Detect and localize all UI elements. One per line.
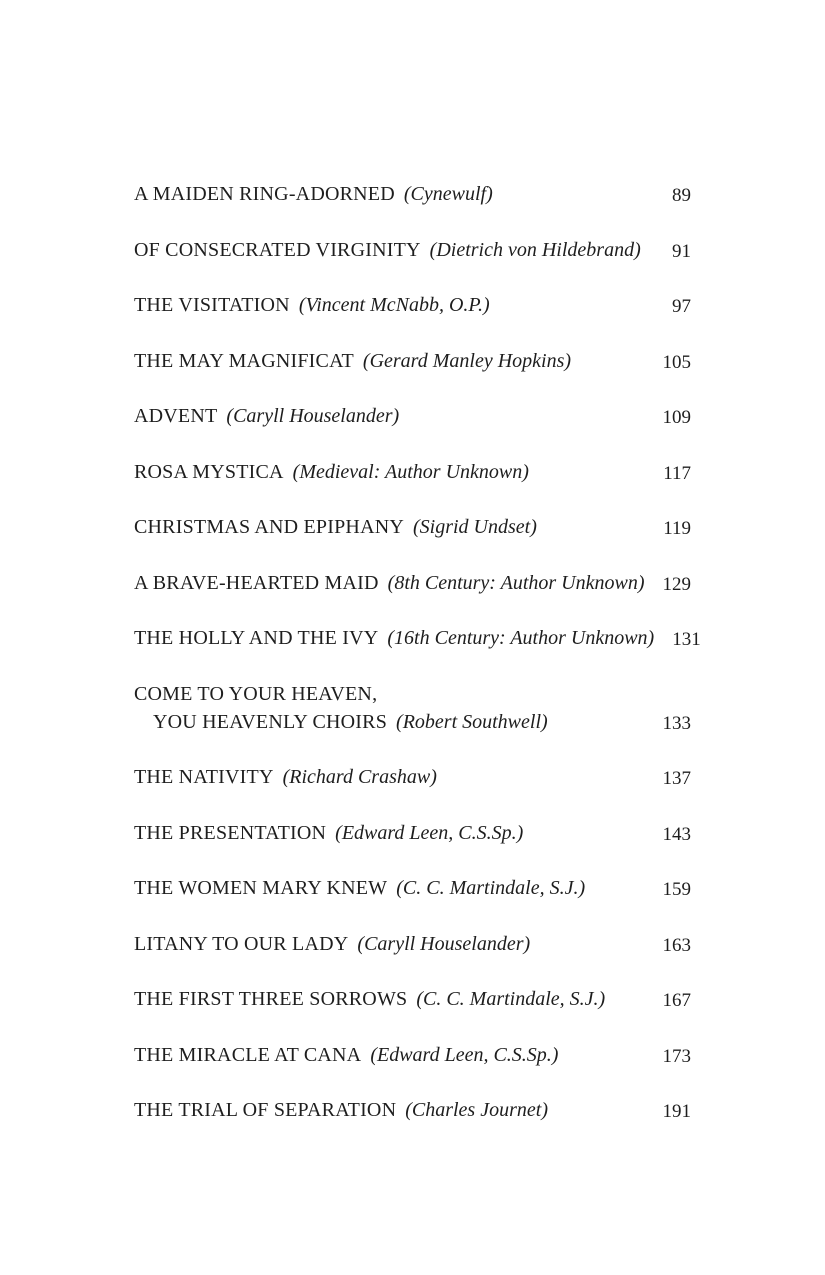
entry-author: (Charles Journet) xyxy=(405,1099,548,1121)
entry-page-number: 191 xyxy=(662,1101,691,1122)
entry-text xyxy=(134,1042,663,1070)
entry-title: ADVENT xyxy=(134,405,218,427)
entry-title-line-2: YOU HEAVENLY CHOIRS xyxy=(153,710,388,733)
entry-title: THE TRIAL OF SEPARATION xyxy=(134,1099,397,1121)
entry-text xyxy=(134,459,663,487)
entry-author: (Edward Leen, C.S.Sp.) xyxy=(335,821,524,844)
entry-text xyxy=(134,875,663,903)
entry-title: THE VISITATION xyxy=(134,294,290,316)
entry-page-number: 159 xyxy=(662,879,691,900)
entry-page-number: 143 xyxy=(662,823,691,845)
toc-entry xyxy=(134,570,691,598)
entry-text xyxy=(134,570,663,598)
toc-entry xyxy=(134,292,691,320)
entry-text xyxy=(134,348,663,376)
entry-title: THE HOLLY AND THE IVY xyxy=(134,627,379,649)
entry-author: (16th Century: Author Unknown) xyxy=(387,627,655,649)
entry-author: (Medieval: Author Unknown) xyxy=(292,460,529,483)
entry-page-number: 119 xyxy=(663,518,691,539)
entry-title: ROSA MYSTICA xyxy=(134,460,284,483)
entry-text xyxy=(134,625,672,653)
entry-text xyxy=(134,986,663,1014)
entry-page-number: 89 xyxy=(672,185,691,206)
entry-text xyxy=(134,820,663,848)
entry-page-number: 91 xyxy=(672,240,691,262)
entry-page-number: 131 xyxy=(672,629,701,650)
entry-title: THE PRESENTATION xyxy=(134,821,327,844)
toc-entry xyxy=(134,459,691,487)
entry-author: (Sigrid Undset) xyxy=(413,516,537,538)
toc-entry xyxy=(134,931,691,959)
entry-page-number: 173 xyxy=(662,1045,691,1067)
entry-title: THE MIRACLE AT CANA xyxy=(134,1043,362,1066)
entry-page-number: 163 xyxy=(662,934,691,956)
toc-entry xyxy=(134,1097,691,1125)
entry-title: OF CONSECRATED VIRGINITY xyxy=(134,238,421,261)
entry-text xyxy=(134,764,663,792)
entry-page-number: 117 xyxy=(663,462,691,484)
entry-page-number: 167 xyxy=(662,990,691,1011)
toc-entry xyxy=(134,237,691,265)
entry-page-number: 133 xyxy=(662,712,691,734)
entry-title: THE WOMEN MARY KNEW xyxy=(134,877,388,899)
entry-text xyxy=(134,237,672,265)
entry-author: (Dietrich von Hildebrand) xyxy=(429,238,641,261)
entry-title: LITANY TO OUR LADY xyxy=(134,932,349,955)
entry-author: (Gerard Manley Hopkins) xyxy=(362,349,572,372)
entry-author: (8th Century: Author Unknown) xyxy=(387,571,645,594)
entry-title: A BRAVE-HEARTED MAID xyxy=(134,571,379,594)
table-of-contents xyxy=(134,181,701,1153)
toc-entry xyxy=(134,181,691,209)
entry-author: (Richard Crashaw) xyxy=(282,766,437,788)
entry-text xyxy=(134,931,663,959)
entry-author: (Cynewulf) xyxy=(403,183,493,205)
entry-author: (Edward Leen, C.S.Sp.) xyxy=(370,1043,559,1066)
entry-author: (Caryll Houselander) xyxy=(357,932,531,955)
entry-text xyxy=(134,1097,663,1125)
entry-text xyxy=(134,181,672,209)
toc-entry xyxy=(134,986,691,1014)
toc-entry xyxy=(134,348,691,376)
toc-entry xyxy=(134,875,691,903)
entry-page-number: 97 xyxy=(672,296,691,317)
toc-entry xyxy=(134,403,691,431)
toc-entry-two-line xyxy=(134,681,691,737)
entry-text xyxy=(134,681,663,737)
entry-page-number: 109 xyxy=(662,407,691,428)
entry-title-line-1: COME TO YOUR HEAVEN, xyxy=(134,682,378,705)
toc-entry xyxy=(134,625,701,653)
entry-title: THE NATIVITY xyxy=(134,766,274,788)
entry-page-number: 105 xyxy=(662,351,691,373)
entry-title: CHRISTMAS AND EPIPHANY xyxy=(134,516,404,538)
entry-page-number: 137 xyxy=(662,768,691,789)
entry-text xyxy=(134,514,663,542)
toc-entry xyxy=(134,514,691,542)
toc-entry xyxy=(134,764,691,792)
entry-title: THE MAY MAGNIFICAT xyxy=(134,349,354,372)
entry-page-number: 129 xyxy=(662,573,691,595)
entry-text xyxy=(134,403,663,431)
entry-author: (Caryll Houselander) xyxy=(226,405,400,427)
entry-text xyxy=(134,292,672,320)
toc-entry xyxy=(134,1042,691,1070)
entry-author: (Vincent McNabb, O.P.) xyxy=(298,294,490,316)
entry-title: A MAIDEN RING-ADORNED xyxy=(134,183,395,205)
toc-entry xyxy=(134,820,691,848)
entry-author: (C. C. Martindale, S.J.) xyxy=(396,877,586,899)
entry-author: (C. C. Martindale, S.J.) xyxy=(416,988,606,1010)
entry-title: THE FIRST THREE SORROWS xyxy=(134,988,408,1010)
entry-author: (Robert Southwell) xyxy=(396,710,548,733)
